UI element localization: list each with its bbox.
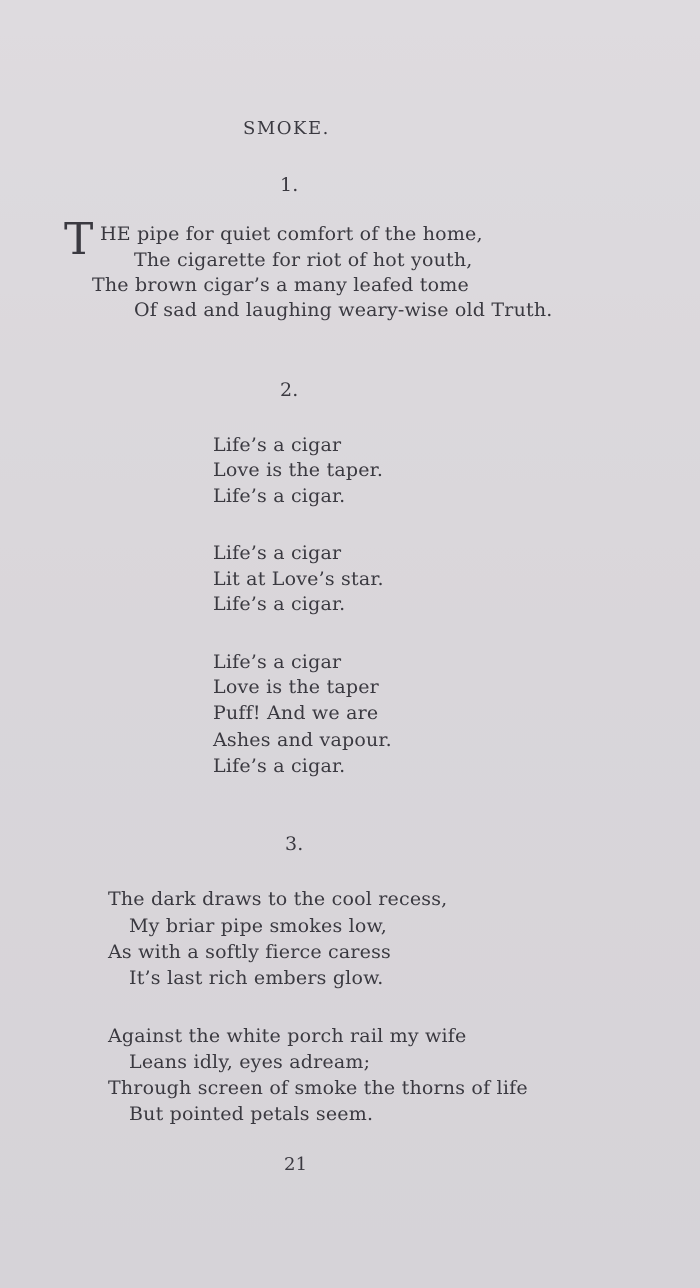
- poem-line: Life’s a cigar: [213, 651, 342, 673]
- section-number-1: 1.: [280, 174, 299, 196]
- poem-line: HE pipe for quiet comfort of the home,: [100, 223, 483, 245]
- poem-line: Against the white porch rail my wife: [108, 1025, 467, 1047]
- poem-line: Life’s a cigar.: [213, 593, 346, 615]
- poem-line: My briar pipe smokes low,: [129, 915, 388, 937]
- poem-line: Puff! And we are: [213, 702, 379, 724]
- poem-line: As with a softly fierce caress: [108, 941, 391, 963]
- poem-line: Through screen of smoke the thorns of life: [108, 1077, 528, 1099]
- poem-line: Love is the taper.: [213, 459, 384, 481]
- section-number-2: 2.: [280, 379, 299, 401]
- poem-line: Life’s a cigar: [213, 434, 342, 456]
- poem-line: It’s last rich embers glow.: [129, 967, 384, 989]
- section-number-3: 3.: [285, 833, 304, 855]
- poem-line: Ashes and vapour.: [213, 729, 392, 751]
- poem-line: Life’s a cigar: [213, 542, 342, 564]
- poem-line: Love is the taper: [213, 676, 379, 698]
- poem-line: Life’s a cigar.: [213, 755, 346, 777]
- poem-line: Of sad and laughing weary-wise old Truth.: [134, 299, 553, 321]
- poem-line: Lit at Love’s star.: [213, 568, 384, 590]
- poem-title: SMOKE.: [243, 118, 330, 139]
- page-number: 21: [284, 1154, 308, 1175]
- poem-line: The dark draws to the cool recess,: [108, 888, 448, 910]
- poem-line: But pointed petals seem.: [129, 1103, 374, 1125]
- poem-line: Leans idly, eyes adream;: [129, 1051, 371, 1073]
- drop-cap: T: [64, 214, 94, 265]
- poem-line: The cigarette for riot of hot youth,: [134, 249, 473, 271]
- poem-line: The brown cigar’s a many leafed tome: [92, 274, 469, 296]
- poem-line: Life’s a cigar.: [213, 485, 346, 507]
